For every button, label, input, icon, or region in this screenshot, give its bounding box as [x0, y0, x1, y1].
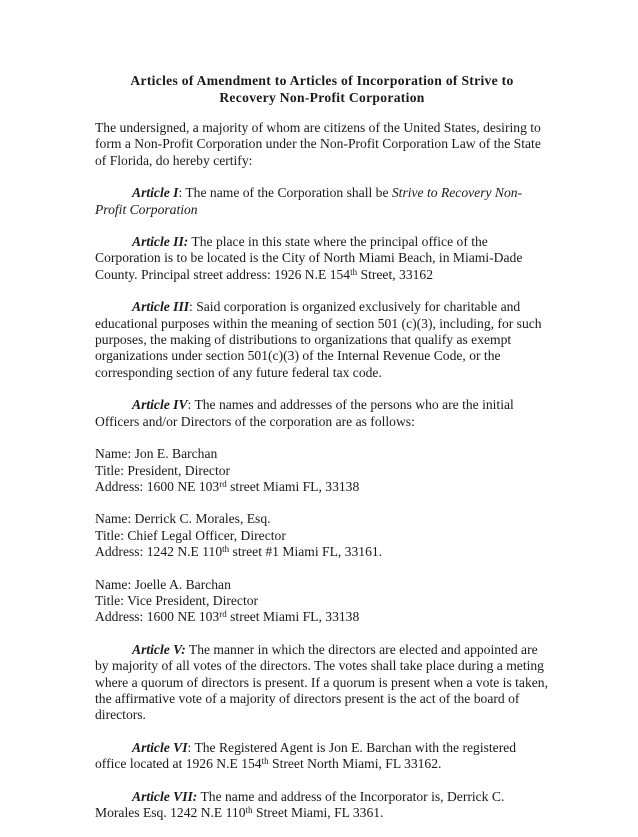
officer-address-sup: rd	[219, 609, 227, 620]
article-5-text: The manner in which the directors are elected and appointed are by majority of all votes of the directors. The votes shall take place during a meting where a quorum of directors is present. If a quorum is present when a vote is taken, the affirmative vote of a majority of directors present is the act of the board of directors.	[95, 641, 548, 723]
officer-entry	[95, 511, 549, 560]
officer-title: Title: President, Director	[95, 462, 231, 478]
article-3-text: : Said corporation is organized exclusively for charitable and educational purposes within the meaning of section 501 (c)(3), including, for such purposes, the making of distributions to organizations that qualify as exempt organizations under section 501(c)(3) of the Internal Revenue Code, or the corresponding section of any future federal tax code.	[95, 299, 542, 380]
document-body	[95, 72, 549, 837]
title-line-1: Articles of Amendment to Articles of Incorporation of Strive to	[130, 73, 514, 88]
article-4-label: Article IV	[132, 397, 188, 413]
article-5-label: Article V:	[132, 641, 186, 657]
officer-address	[95, 479, 549, 495]
article-5	[95, 642, 549, 724]
article-7	[95, 789, 549, 822]
article-7-sup: th	[245, 805, 253, 815]
article-2	[95, 234, 549, 283]
officer-name: Name: Joelle A. Barchan	[95, 576, 231, 592]
article-6-text-b: Street North Miami, FL 33162.	[268, 756, 442, 772]
article-6-sup: th	[261, 756, 269, 767]
article-2-text-a: The place in this state where the principal office of the Corporation is to be located is the City of North Miami Beach, in Miami-Dade County. Principal street address: 1926 N.E 154	[95, 234, 523, 282]
intro-paragraph: The undersigned, a majority of whom are citizens of the United States, desiring to form a Non-Profit Corporation under the Non-Profit Corporation Law of the State of Florida, do hereby certify:	[95, 120, 541, 168]
article-3	[95, 299, 549, 381]
officer-address	[95, 609, 549, 625]
article-1	[95, 185, 549, 218]
article-2-text-b: Street, 33162	[357, 266, 434, 282]
officer-address-a: Address: 1242 N.E 110	[95, 544, 223, 560]
document-title	[95, 72, 549, 106]
article-2-sup: th	[350, 266, 358, 277]
officer-address-a: Address: 1600 NE 103	[95, 478, 220, 494]
article-3-label: Article III	[132, 299, 190, 315]
officer-address-a: Address: 1600 NE 103	[95, 609, 220, 625]
article-1-label: Article I	[132, 185, 179, 201]
officer-address-b: street Miami FL, 33138	[226, 609, 360, 625]
article-1-text: : The name of the Corporation shall be	[178, 185, 392, 201]
officer-title: Title: Chief Legal Officer, Director	[95, 527, 286, 543]
article-1-corp-name: Strive to Recovery Non-Profit Corporation	[95, 185, 523, 217]
officer-name: Name: Jon E. Barchan	[95, 446, 218, 462]
officer-title: Title: Vice President, Director	[95, 592, 259, 608]
article-6-text-a: : The Registered Agent is Jon E. Barchan with the registered office located at 1926 N.E 154	[95, 739, 517, 772]
article-4	[95, 397, 549, 430]
article-7-label: Article VII:	[132, 788, 198, 804]
officer-address	[95, 544, 549, 560]
officer-address-b: street #1 Miami FL, 33161.	[229, 544, 383, 560]
officer-entry	[95, 577, 549, 626]
article-2-label: Article II:	[132, 234, 189, 250]
officer-entry	[95, 446, 549, 495]
title-line-2: Recovery Non-Profit Corporation	[219, 90, 425, 105]
article-6	[95, 740, 549, 773]
article-4-text: : The names and addresses of the persons who are the initial Officers and/or Directors of the corporation are as follows:	[95, 397, 514, 429]
article-7-text-a: The name and address of the Incorporator is, Derrick C. Morales Esq. 1242 N.E 110	[95, 788, 505, 820]
officer-name: Name: Derrick C. Morales, Esq.	[95, 511, 271, 527]
article-7-text-b: Street Miami, FL 3361.	[252, 805, 384, 820]
officer-address-sup: rd	[219, 478, 227, 489]
article-6-label: Article VI	[132, 739, 188, 755]
officer-address-sup: th	[222, 544, 230, 555]
officer-address-b: street Miami FL, 33138	[226, 478, 360, 494]
